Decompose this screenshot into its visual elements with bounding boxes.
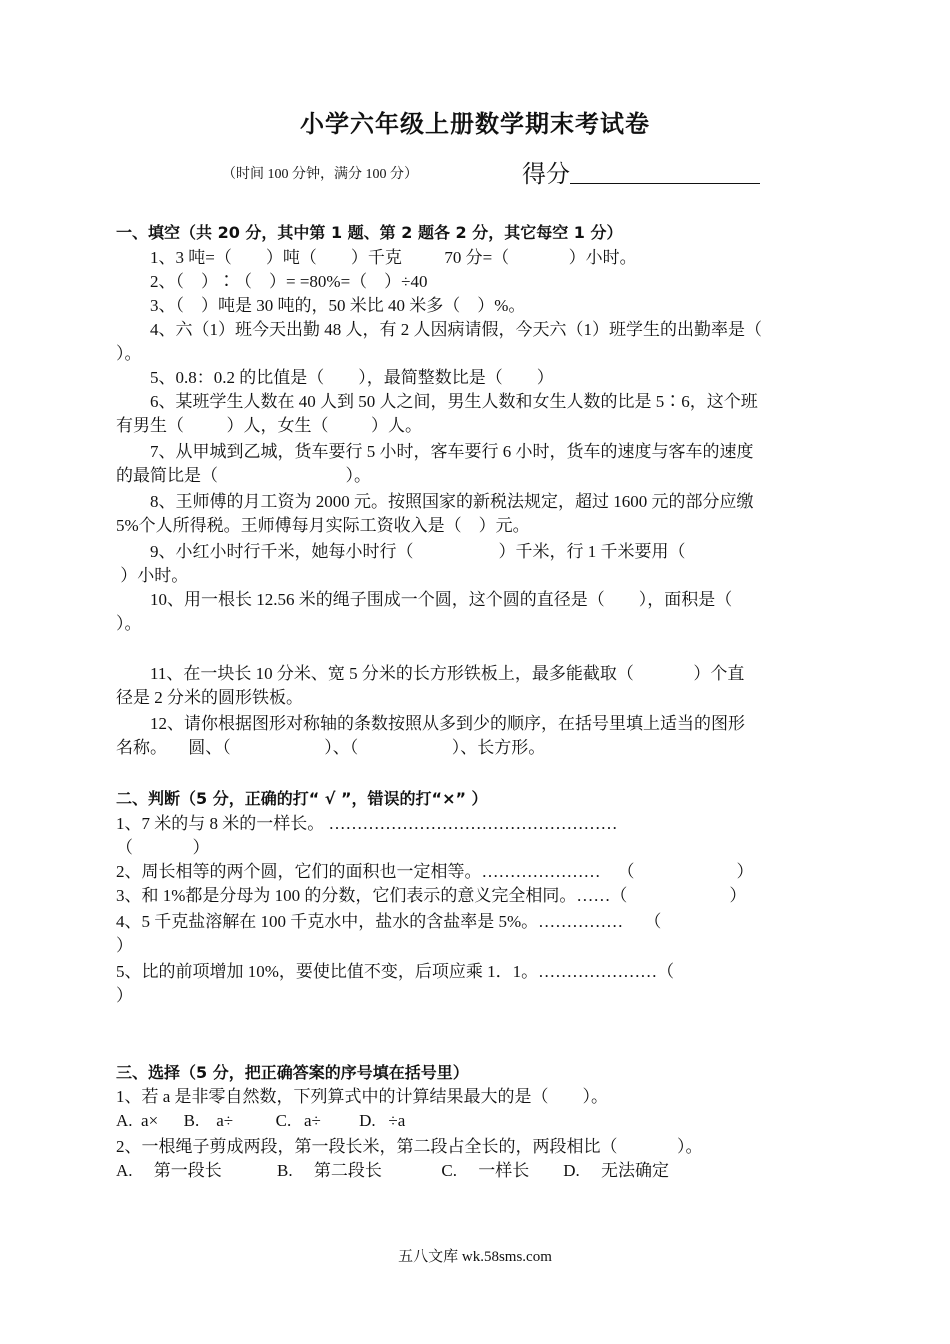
judge-question-2: 2、周长相等的两个圆，它们的面积也一定相等。………………… （ ） bbox=[116, 862, 754, 881]
judge-question-4-cont: ） bbox=[116, 936, 133, 955]
fill-question-9: 9、小红小时行千米，她每小时行（ ）千米，行 1 千米要用（ bbox=[150, 542, 686, 561]
judge-question-5-cont: ） bbox=[116, 986, 133, 1005]
fill-question-9-cont: ）小时。 bbox=[116, 566, 189, 585]
page-footer: 五八文库 wk.58sms.com bbox=[398, 1249, 552, 1265]
choice-question-1: 1、若 a 是非零自然数，下列算式中的计算结果最大的是（ ）。 bbox=[116, 1087, 609, 1106]
fill-question-7-cont: 的最简比是（ ）。 bbox=[116, 466, 371, 485]
judge-question-5: 5、比的前项增加 10%，要使比值不变，后项应乘 1．1。…………………（ bbox=[116, 962, 675, 981]
choice-question-1-options: A. a× B. a÷ C. a÷ D. ÷a bbox=[116, 1111, 406, 1130]
fill-question-6-cont: 有男生（ ）人，女生（ ）人。 bbox=[116, 416, 422, 435]
choice-question-2: 2、一根绳子剪成两段，第一段长米，第二段占全长的，两段相比（ ）。 bbox=[116, 1137, 703, 1156]
fill-question-4-cont: ）。 bbox=[116, 344, 142, 363]
judge-question-1-cont: （ ） bbox=[116, 838, 210, 857]
fill-question-12-cont: 名称。 圆、（ ）、（ ）、长方形。 bbox=[116, 738, 546, 757]
exam-subtitle: （时间 100 分钟，满分 100 分） bbox=[222, 167, 418, 182]
fill-question-8-cont: 5%个人所得税。王师傅每月实际工资收入是（ ）元。 bbox=[116, 516, 530, 535]
fill-question-11-cont: 径是 2 分米的圆形铁板。 bbox=[116, 688, 303, 707]
choice-question-2-options: A. 第一段长 B. 第二段长 C. 一样长 D. 无法确定 bbox=[116, 1161, 669, 1180]
fill-question-1: 1、3 吨=（ ）吨（ ）千克 70 分=（ ）小时。 bbox=[150, 248, 637, 267]
fill-question-10-cont: ）。 bbox=[116, 614, 142, 633]
score-field bbox=[522, 154, 760, 189]
fill-question-8: 8、王师傅的月工资为 2000 元。按照国家的新税法规定，超过 1600 元的部分应缴 bbox=[150, 492, 754, 511]
judge-question-3: 3、和 1%都是分母为 100 的分数，它们表示的意义完全相同。……（ ） bbox=[116, 886, 747, 905]
fill-question-12: 12、请你根据图形对称轴的条数按照从多到少的顺序，在括号里填上适当的图形 bbox=[150, 714, 745, 733]
score-label: 得分 bbox=[522, 162, 570, 188]
fill-question-5: 5、0.8：0.2 的比值是（ ），最简整数比是（ ） bbox=[150, 368, 554, 387]
section-judge-heading: 二、判断（5 分，正确的打“ √ ”，错误的打“×” ） bbox=[116, 789, 488, 808]
fill-question-4: 4、六（1）班今天出勤 48 人，有 2 人因病请假，今天六（1）班学生的出勤率是（ bbox=[150, 320, 762, 339]
fill-question-7: 7、从甲城到乙城，货车要行 5 小时，客车要行 6 小时，货车的速度与客车的速度 bbox=[150, 442, 754, 461]
score-blank bbox=[570, 161, 760, 184]
fill-question-3: 3、（ ）吨是 30 吨的，50 米比 40 米多（ ）%。 bbox=[150, 296, 526, 315]
judge-question-4: 4、5 千克盐溶解在 100 千克水中，盐水的含盐率是 5%。…………… （ bbox=[116, 912, 662, 931]
fill-question-10: 10、用一根长 12.56 米的绳子围成一个圆，这个圆的直径是（ ），面积是（ bbox=[150, 590, 733, 609]
section-choice-heading: 三、选择（5 分，把正确答案的序号填在括号里） bbox=[116, 1063, 469, 1082]
fill-question-6: 6、某班学生人数在 40 人到 50 人之间，男生人数和女生人数的比是 5∶6，这个班 bbox=[150, 392, 758, 411]
page-title: 小学六年级上册数学期末考试卷 bbox=[300, 110, 650, 138]
fill-question-2: 2、（ ）∶（ ）= =80%=（ ）÷40 bbox=[150, 272, 428, 291]
judge-question-1: 1、7 米的与 8 米的一样长。 …………………………………………… bbox=[116, 814, 618, 833]
fill-question-11: 11、在一块长 10 分米、宽 5 分米的长方形铁板上，最多能截取（ ）个直 bbox=[150, 664, 745, 683]
section-fill-heading: 一、填空（共 20 分，其中第 1 题、第 2 题各 2 分，其它每空 1 分） bbox=[116, 223, 623, 242]
